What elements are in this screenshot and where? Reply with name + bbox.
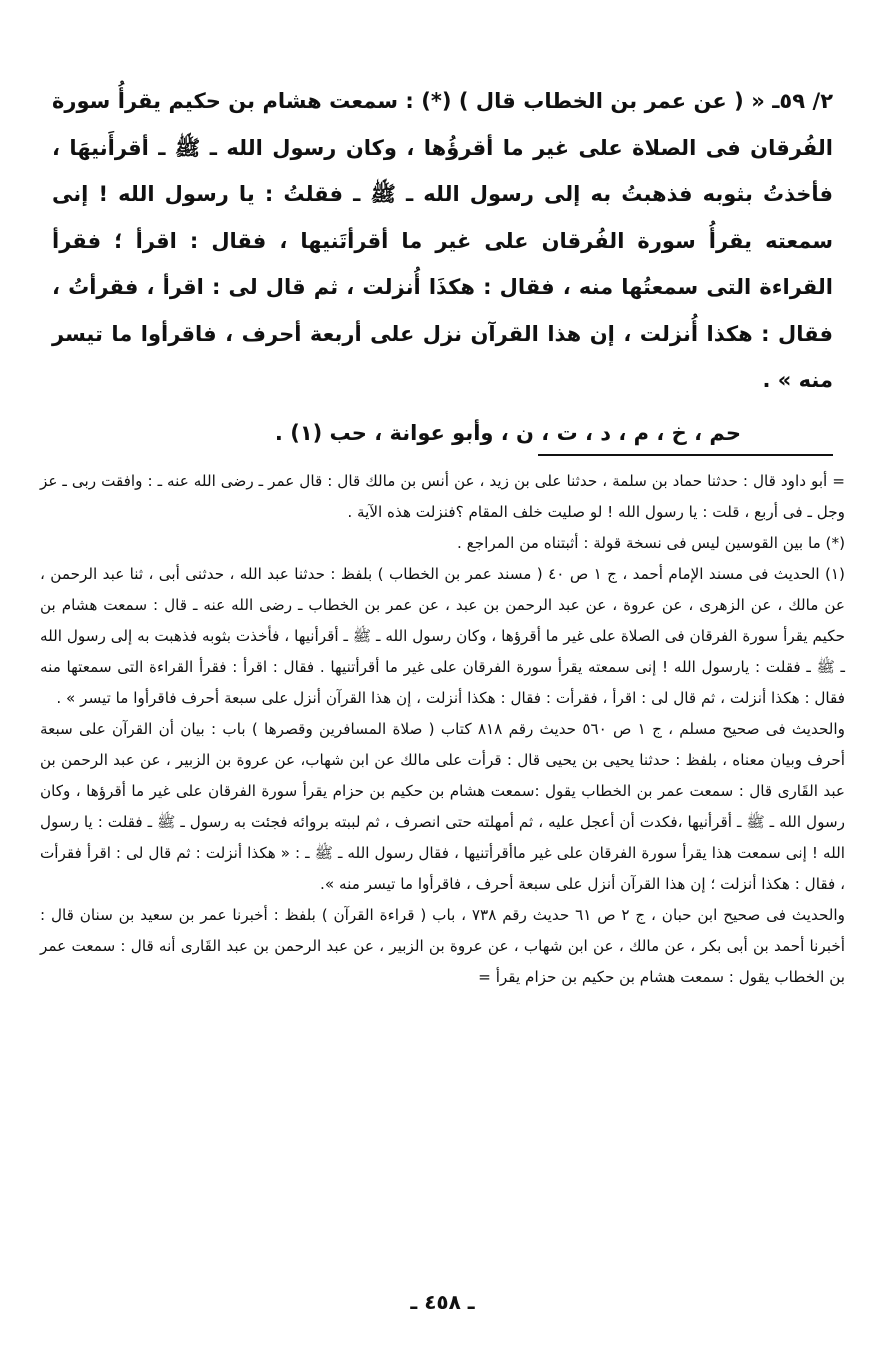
footnotes [40, 466, 845, 993]
hadith-text: ٢/ ٥٩ـ « ( عن عمر بن الخطاب قال ) (*) : سمعت هشام بن حكيم يقرأُ سورة الفُرقان فى الصلاة على غير ما أقرؤُها ، وكان رسول الله ـ ﷺ ـ أقرأَنيهَا ، فأخذتُ بثوبه فذهبتُ به إلى رسول الله ـ ﷺ ـ فقلتُ : يا رسول الله ! إنى سمعته يقرأُ سورة الفُرقان على غير ما أقرأتَنيها ، فقال : اقرأ ؛ فقرأ القراءة التى سمعتُها منه ، فقال : هكذَا أُنزلت ، ثم قال لى : اقرأ ، فقرأتُ ، فقال : هكذا أُنزلت ، إن هذا القرآن نزل على أربعة أحرف ، فاقرأوا ما تيسر منه » . [52, 89, 834, 392]
hadith-body [52, 78, 833, 456]
footnote-continuation: = أبو داود قال : حدثنا حماد بن سلمة ، حدثنا على بن زيد ، عن أنس بن مالك قال : قال عمر ـ رضى الله عنه ـ : وافقت ربى ـ عز وجل ـ فى أربع ، قلت : يا رسول الله ! لو صليت خلف المقام ؟فنزلت هذه الآية . [40, 472, 845, 521]
page-number: ـ ٤٥٨ ـ [410, 1290, 475, 1314]
footnote-separator [538, 454, 833, 456]
footnote-1-ibn-hibban: والحديث فى صحيح ابن حبان ، ج ٢ ص ٦١ حديث رقم ٧٣٨ ، باب ( قراءة القرآن ) بلفظ : أخبرنا عمر بن سعيد بن سنان قال : أخبرنا أحمد بن أبى بكر ، عن مالك ، عن ابن شهاب ، عن عروة بن الزبير ، عن عبد الرحمن بن عبد القَارى أنه قال : سمعت عمر بن الخطاب يقول : سمعت هشام بن حكيم بن حزام يقرأ = [40, 906, 845, 986]
footnote-1-muslim: والحديث فى صحيح مسلم ، ج ١ ص ٥٦٠ حديث رقم ٨١٨ كتاب ( صلاة المسافرين وقصرها ) باب : بيان أن القرآن على سبعة أحرف وبيان معناه ، بلفظ : حدثنا يحيى بن يحيى قال : قرأت على مالك عن ابن شهاب، عن عروة بن الزبير ، عن عبد الرحمن بن عبد القَارى قال : سمعت عمر بن الخطاب يقول :سمعت هشام بن حكيم بن حزام يقرأ سورة الفرقان على غير ما أقرؤها ، وكان رسول الله ـ ﷺ ـ أقرأنيها ،فكدت أن أعجل عليه ، ثم أمهلته حتى انصرف ، ثم لببته بروائه فجئت به رسول ـ ﷺ ـ فقلت : يا رسول الله ! إنى سمعت هذا يقرأ سورة الفرقان على غير ماأقرأتنيها ، فقال رسول الله ـ ﷺ ـ : « هكذا أنزلت : ثم قال لى : اقرأ فقرأت ، فقال : هكذا أنزلت ؛ إن هذا القرآن أنزل على سبعة أحرف ، فاقرأوا ما تيسر منه ». [40, 720, 845, 893]
footnote-1-musnad: (١) الحديث فى مسند الإمام أحمد ، ج ١ ص ٤٠ ( مسند عمر بن الخطاب ) بلفظ : حدثنا عبد الله ، حدثنى أبى ، ثنا عبد الرحمن ، عن مالك ، عن الزهرى ، عن عروة ، عن عبد الرحمن بن عبد ، عن عمر بن الخطاب ـ رضى الله عنه ـ قال : سمعت هشام بن حكيم يقرأ سورة الفرقان فى الصلاة على غير ما أقرؤها ، وكان رسول الله ـ ﷺ ـ أقرأنيها ، فأخذت بثوبه فذهبت به إلى رسول الله ـ ﷺ ـ فقلت : يارسول الله ! إنى سمعته يقرأ سورة الفرقان على غير ما أقرأتنيها . فقال : اقرأ : فقرأ القراءة التى سمعتها منه فقال : هكذا أنزلت ، ثم قال لى : اقرأ ، فقرأت : فقال : هكذا أنزلت ، إن هذا القرآن أنزل على سبعة أحرف فاقرأوا ما تيسر » . [40, 565, 845, 707]
footnote-star: (*) ما بين القوسين ليس فى نسخة قولة : أثبتناه من المراجع . [457, 534, 845, 552]
hadith-sources: حم ، خ ، م ، د ، ت ، ن ، وأبو عوانة ، حب (١) . [274, 420, 741, 445]
